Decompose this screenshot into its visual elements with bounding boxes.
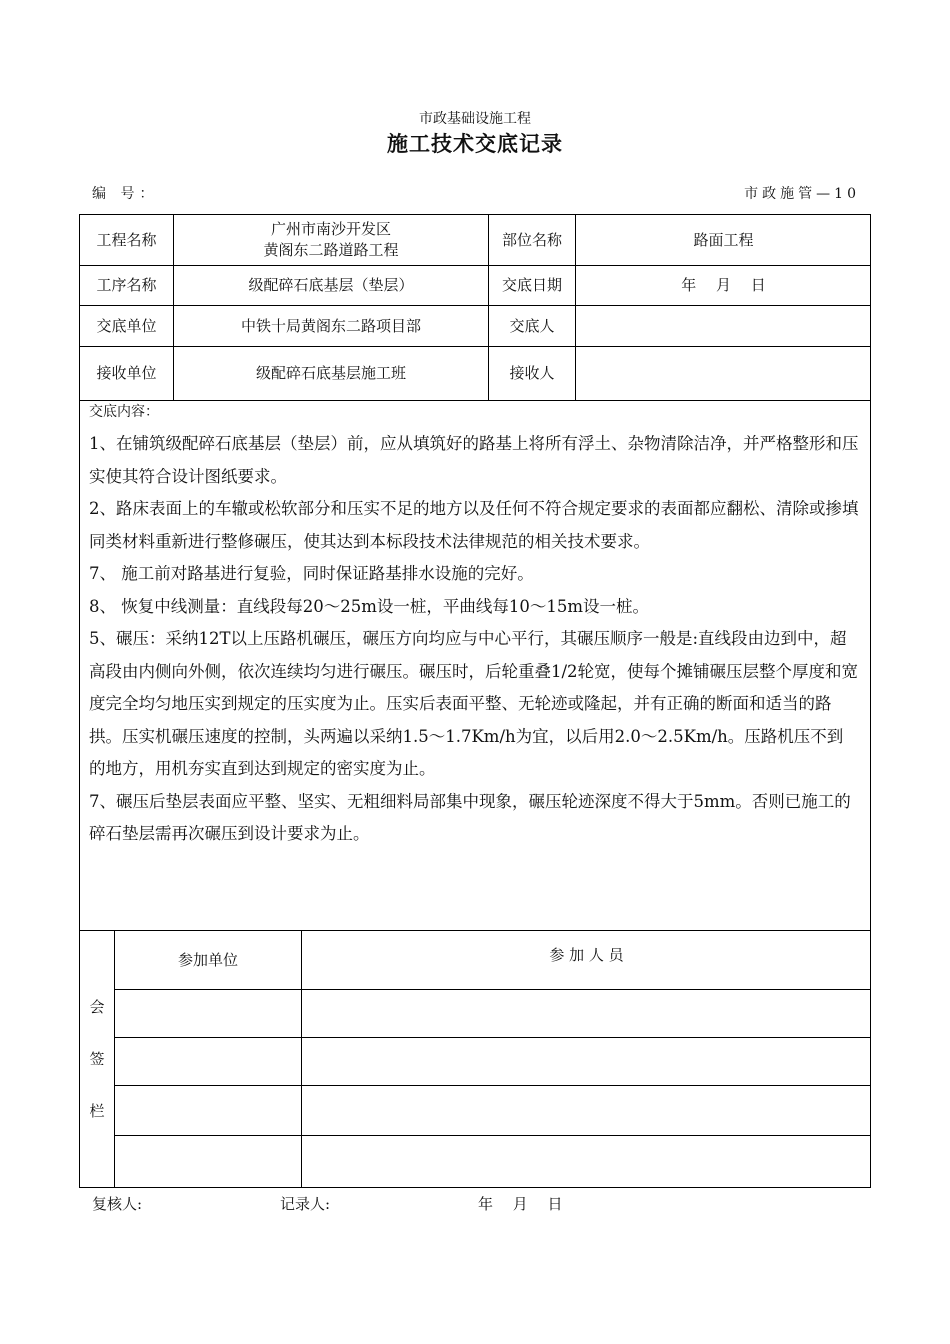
signoff-unit-cell [115,1086,301,1135]
signoff-side-char: 栏 [89,1102,105,1120]
signoff-unit-cell [115,1136,301,1187]
content-paragraph: 7、 施工前对路基进行复验，同时保证路基排水设施的完好。 [89,564,534,583]
content-paragraph: 5、碾压：采纳12T以上压路机碾压，碾压方向均应与中心平行，其碾压顺序一般是:直线段由边到中，超高段由内侧向外侧，依次连续均匀进行碾压。碾压时，后轮重叠1/2轮宽，使每个摊铺碾压层整个厚度和宽度完全均匀地压实到规定的压实度为止。压实后表面平整、无轮迹或隆起，并有正确的断面和适当的路拱。压实机碾压速度的控制，头两遍以采纳1.5～1.7Km/h为宜，以后用2.0～2.5Km/h。压路机压不到的地方，用机夯实直到达到规定的密实度为止。 [89,629,859,778]
process-name-label: 工序名称 [96,276,157,294]
issuer-person-label: 交底人 [509,316,555,335]
form-code: 市政施管—10 [744,186,860,202]
issuer-unit-label: 交底单位 [96,316,157,335]
serial-number-label: 编 号： [92,186,159,202]
signoff-people-cell [302,1136,871,1187]
signoff-people-cell [302,1086,871,1135]
issuer-unit-value: 中铁十局黄阁东二路项目部 [240,316,421,335]
part-name-label: 部位名称 [501,230,562,249]
content-paragraph: 8、 恢复中线测量：直线段每20～25m设一桩，平曲线每10～15m设一桩。 [89,596,650,616]
receiver-person-value [576,347,871,400]
content-paragraph: 7、碾压后垫层表面应平整、坚实、无粗细料局部集中现象，碾压轮迹深度不得大于5mm。否则已施工的碎石垫层需再次碾压到设计要求为止。 [89,791,851,843]
document-supertitle: 市政基础设施工程 [419,111,531,127]
process-name-value: 级配碎石底基层（垫层） [248,276,414,294]
receiver-person-label: 接收人 [509,364,555,382]
participants-header: 参 加 人 员 [549,945,624,964]
content-body [89,428,859,851]
document-title: 施工技术交底记录 [387,131,563,156]
content-paragraph: 1、在铺筑级配碎石底基层（垫层）前，应从填筑好的路基上将所有浮土、杂物清除洁净，并严格整形和压实使其符合设计图纸要求。 [89,434,859,486]
content-paragraph: 2、路床表面上的车辙或松软部分和压实不足的地方以及任何不符合规定要求的表面都应翻松、清除或掺填同类材料重新进行整修碾压，使其达到本标段技术法律规范的相关技术要求。 [89,499,859,551]
content-label: 交底内容： [89,404,159,420]
footer-date: 年 月 日 [478,1195,563,1213]
issuer-person-value [576,306,871,346]
signoff-side-char: 会 [89,998,105,1016]
reviewer-label: 复核人: [92,1195,143,1213]
receiver-unit-value: 级配碎石底基层施工班 [255,364,406,382]
project-name-label: 工程名称 [96,230,157,249]
signoff-unit-cell [115,1038,301,1085]
project-name-value [174,215,488,265]
signoff-people-cell [302,1038,871,1085]
receiver-unit-label: 接收单位 [96,364,157,382]
project-name-line1: 广州市南沙开发区 [270,220,391,238]
participating-unit-header: 参加单位 [177,950,238,969]
signoff-side-label [80,996,114,1152]
disclosure-date-label: 交底日期 [501,276,562,294]
recorder-label: 记录人: [280,1195,331,1213]
signoff-unit-cell [115,990,301,1037]
disclosure-date-value: 年 月 日 [681,276,766,294]
project-name-line2: 黄阁东二路道路工程 [263,241,399,259]
table-rule [79,400,871,401]
part-name-value: 路面工程 [693,230,754,249]
signoff-people-cell [302,990,871,1037]
signoff-side-char: 签 [89,1050,105,1068]
